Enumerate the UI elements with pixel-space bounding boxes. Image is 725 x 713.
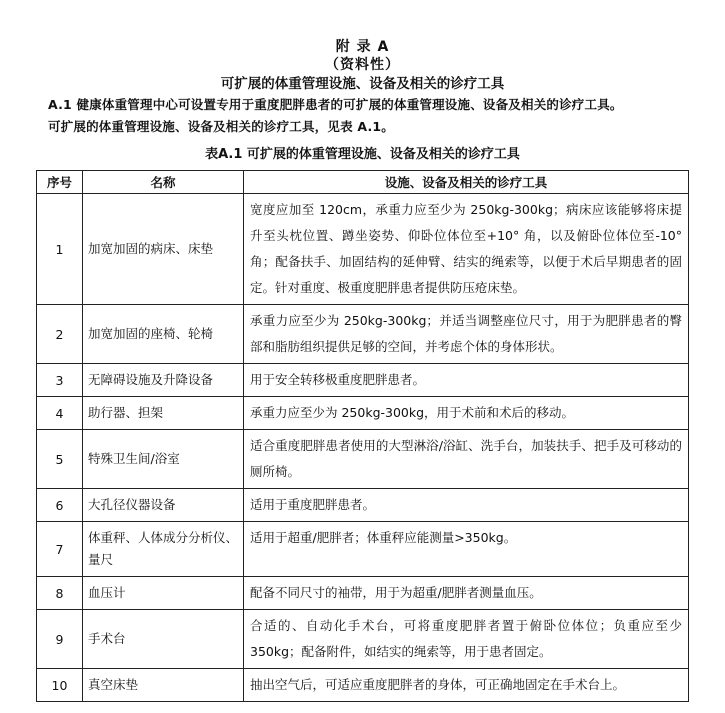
row-num: 9 (37, 610, 83, 669)
table-row (37, 669, 689, 702)
row-name: 加宽加固的病床、床垫 (83, 194, 244, 305)
row-num: 3 (37, 364, 83, 397)
table-row (37, 305, 689, 364)
row-name: 真空床垫 (83, 669, 244, 702)
row-num: 10 (37, 669, 83, 702)
header-desc: 设施、设备及相关的诊疗工具 (244, 171, 689, 194)
row-num: 7 (37, 522, 83, 577)
row-name: 大孔径仪器设备 (83, 489, 244, 522)
row-name: 血压计 (83, 577, 244, 610)
appendix-heading: 可扩展的体重管理设施、设备及相关的诊疗工具 (220, 76, 505, 92)
row-name: 体重秤、人体成分分析仪、量尺 (83, 522, 244, 577)
header-num: 序号 (37, 171, 83, 194)
row-desc: 承重力应至少为 250kg-300kg，用于术前和术后的移动。 (244, 397, 689, 430)
row-name: 助行器、担架 (83, 397, 244, 430)
equipment-table (36, 170, 689, 702)
row-num: 2 (37, 305, 83, 364)
row-desc: 合适的、自动化手术台，可将重度肥胖者置于俯卧位体位；负重应至少350kg；配备附件，如结实的绳索等，用于患者固定。 (244, 610, 689, 669)
row-num: 6 (37, 489, 83, 522)
table-row (37, 577, 689, 610)
row-desc: 用于安全转移极重度肥胖患者。 (244, 364, 689, 397)
table-header-row (37, 171, 689, 194)
table-row (37, 364, 689, 397)
row-num: 1 (37, 194, 83, 305)
row-num: 4 (37, 397, 83, 430)
table-row (37, 522, 689, 577)
table-row (37, 430, 689, 489)
row-num: 8 (37, 577, 83, 610)
row-name: 加宽加固的座椅、轮椅 (83, 305, 244, 364)
intro-line-2: 可扩展的体重管理设施、设备及相关的诊疗工具，见表 A.1。 (48, 119, 395, 134)
row-desc: 适用于超重/肥胖者；体重秤应能测量>350kg。 (244, 522, 689, 577)
intro-line-1: A.1 健康体重管理中心可设置专用于重度肥胖患者的可扩展的体重管理设施、设备及相关的诊疗工具。 (48, 97, 623, 112)
table-caption: 表A.1 可扩展的体重管理设施、设备及相关的诊疗工具 (205, 147, 520, 162)
table-row (37, 397, 689, 430)
row-name: 无障碍设施及升降设备 (83, 364, 244, 397)
row-desc: 适合重度肥胖患者使用的大型淋浴/浴缸、洗手台，加装扶手、把手及可移动的厕所椅。 (244, 430, 689, 489)
table-row (37, 610, 689, 669)
header-name: 名称 (83, 171, 244, 194)
row-name: 特殊卫生间/浴室 (83, 430, 244, 489)
row-desc: 宽度应加至 120cm，承重力应至少为 250kg-300kg；病床应该能够将床提升至头枕位置、蹲坐姿势、仰卧位体位至+10° 角，以及俯卧位体位至-10° 角；配备扶手、加固结构的延伸臂、结实的绳索等，以便于术后早期患者的固定。针对重度、极重度肥胖患者提供防压疮床垫。 (244, 194, 689, 305)
appendix-subtitle: （资料性） (325, 57, 400, 73)
row-desc: 适用于重度肥胖患者。 (244, 489, 689, 522)
row-desc: 抽出空气后，可适应重度肥胖者的身体，可正确地固定在手术台上。 (244, 669, 689, 702)
appendix-title: 附 录 A (335, 39, 390, 55)
table-row (37, 489, 689, 522)
row-desc: 配备不同尺寸的袖带，用于为超重/肥胖者测量血压。 (244, 577, 689, 610)
row-num: 5 (37, 430, 83, 489)
table-row (37, 194, 689, 305)
row-name: 手术台 (83, 610, 244, 669)
row-desc: 承重力应至少为 250kg-300kg；并适当调整座位尺寸，用于为肥胖患者的臀部和脂肪组织提供足够的空间，并考虑个体的身体形状。 (244, 305, 689, 364)
